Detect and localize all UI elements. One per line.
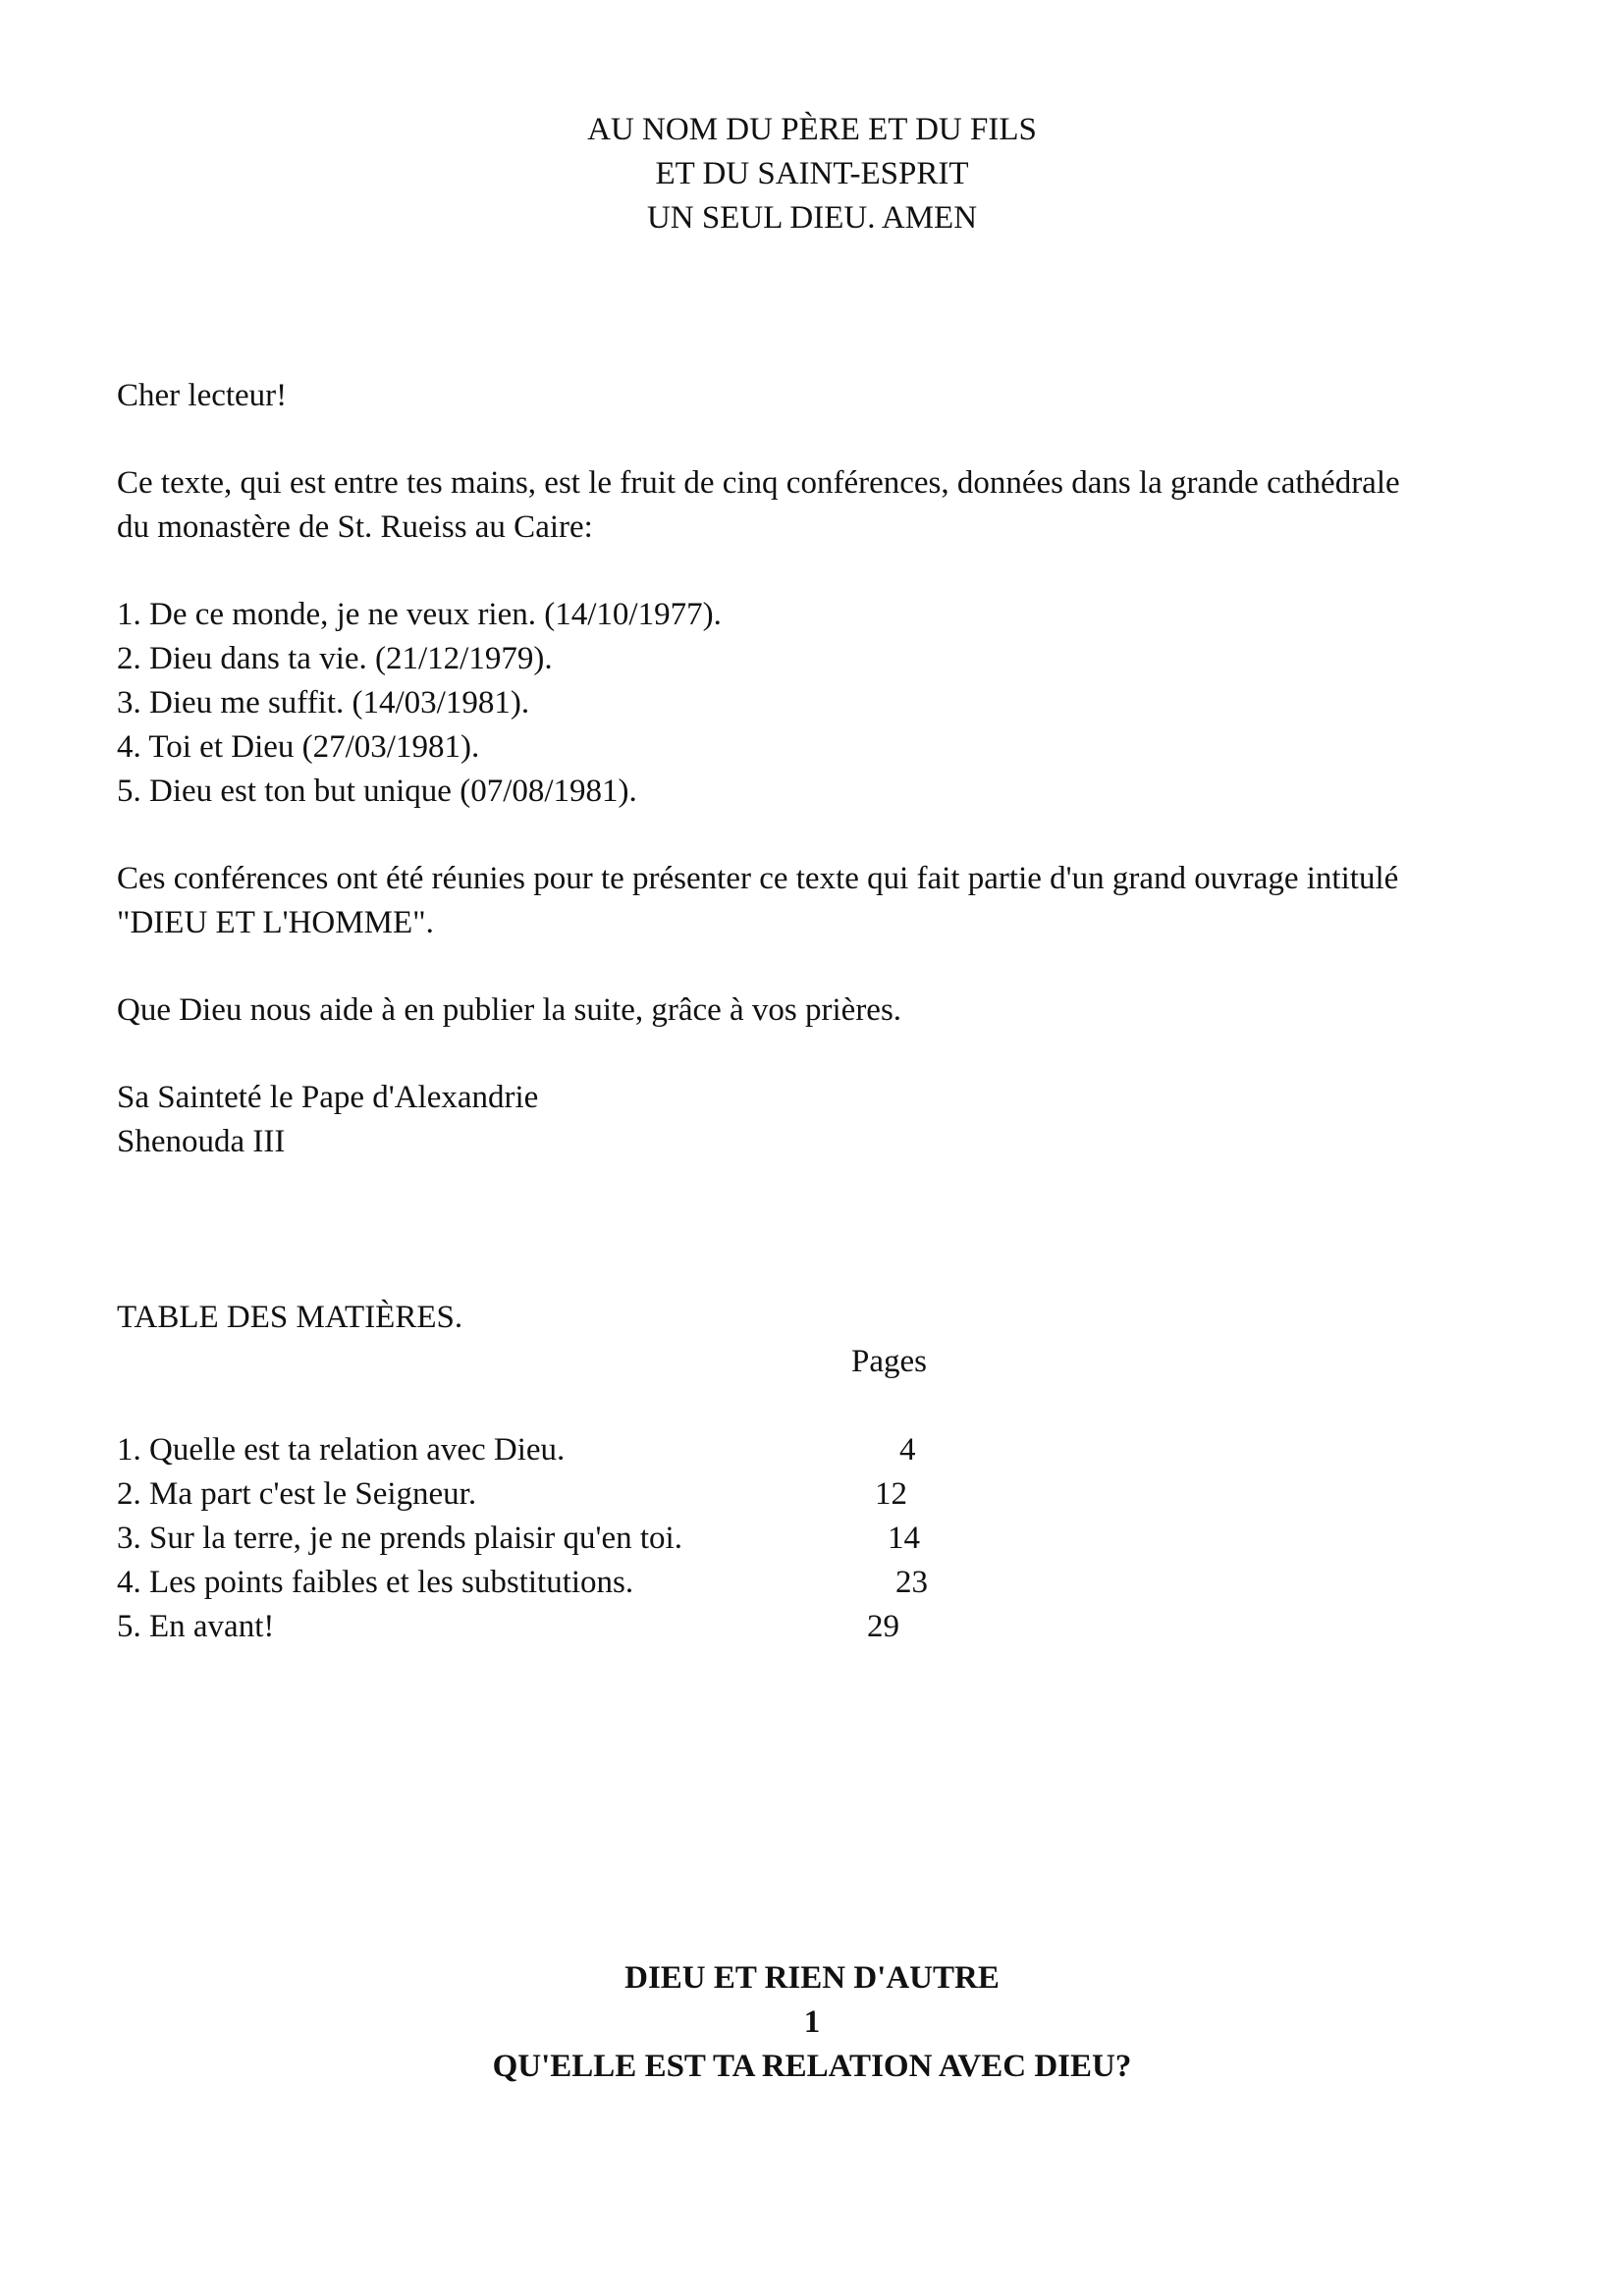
toc-entry-page: 14 — [888, 1521, 920, 1556]
toc-entry-title: 4. Les points faibles et les substitutions. — [117, 1565, 634, 1600]
invocation-line: AU NOM DU PÈRE ET DU FILS — [587, 112, 1037, 147]
table-of-contents — [117, 1428, 1001, 1649]
chapter-heading — [0, 1956, 1624, 2089]
chapter-number: 1 — [803, 2004, 821, 2040]
toc-entry-page: 12 — [875, 1476, 907, 1512]
intro-line: du monastère de St. Rueiss au Caire: — [117, 509, 593, 545]
collection-line: "DIEU ET L'HOMME". — [117, 905, 434, 940]
toc-entry-title: 3. Sur la terre, je ne prends plaisir qu'en toi. — [117, 1521, 682, 1556]
toc-entry-page: 23 — [895, 1565, 928, 1600]
toc-entry — [117, 1428, 1001, 1472]
greeting-text: Cher lecteur! — [117, 378, 288, 413]
conference-item: 5. Dieu est ton but unique (07/08/1981). — [117, 774, 637, 809]
toc-entry — [117, 1517, 1001, 1561]
toc-entry-page: 29 — [867, 1609, 899, 1644]
toc-heading — [117, 1296, 1531, 1340]
toc-entry — [117, 1472, 1001, 1517]
invocation-heading — [0, 108, 1624, 240]
letter-intro — [117, 461, 1531, 550]
chapter-title: QU'ELLE EST TA RELATION AVEC DIEU? — [492, 2049, 1132, 2084]
toc-entry-title: 1. Quelle est ta relation avec Dieu. — [117, 1432, 566, 1468]
toc-entry-title: 5. En avant! — [117, 1609, 275, 1644]
chapter-series: DIEU ET RIEN D'AUTRE — [624, 1960, 1000, 1996]
conference-list — [117, 593, 1531, 814]
signature-block — [117, 1076, 1531, 1164]
invocation-line: ET DU SAINT-ESPRIT — [655, 156, 969, 191]
collection-paragraph — [117, 857, 1531, 945]
conference-item: 4. Toi et Dieu (27/03/1981). — [117, 729, 480, 765]
conference-item: 3. Dieu me suffit. (14/03/1981). — [117, 685, 530, 721]
conference-item: 1. De ce monde, je ne veux rien. (14/10/1977). — [117, 597, 722, 632]
collection-line: Ces conférences ont été réunies pour te présenter ce texte qui fait partie d'un grand ouvrage intitulé — [117, 861, 1399, 896]
toc-pages-label: Pages — [851, 1344, 927, 1379]
conference-item: 2. Dieu dans ta vie. (21/12/1979). — [117, 641, 553, 676]
toc-entry — [117, 1605, 1001, 1649]
signature-name: Shenouda III — [117, 1124, 286, 1159]
intro-line: Ce texte, qui est entre tes mains, est le fruit de cinq conférences, données dans la grande cathédrale — [117, 465, 1400, 501]
invocation-line: UN SEUL DIEU. AMEN — [646, 200, 978, 236]
prayer-paragraph — [117, 988, 1531, 1033]
toc-entry-title: 2. Ma part c'est le Seigneur. — [117, 1476, 477, 1512]
toc-entry-page: 4 — [899, 1432, 916, 1468]
toc-title: TABLE DES MATIÈRES. — [117, 1300, 463, 1335]
signature-title: Sa Sainteté le Pape d'Alexandrie — [117, 1080, 539, 1115]
letter-greeting — [117, 374, 1531, 418]
prayer-text: Que Dieu nous aide à en publier la suite, grâce à vos prières. — [117, 992, 902, 1028]
toc-entry — [117, 1561, 1001, 1605]
